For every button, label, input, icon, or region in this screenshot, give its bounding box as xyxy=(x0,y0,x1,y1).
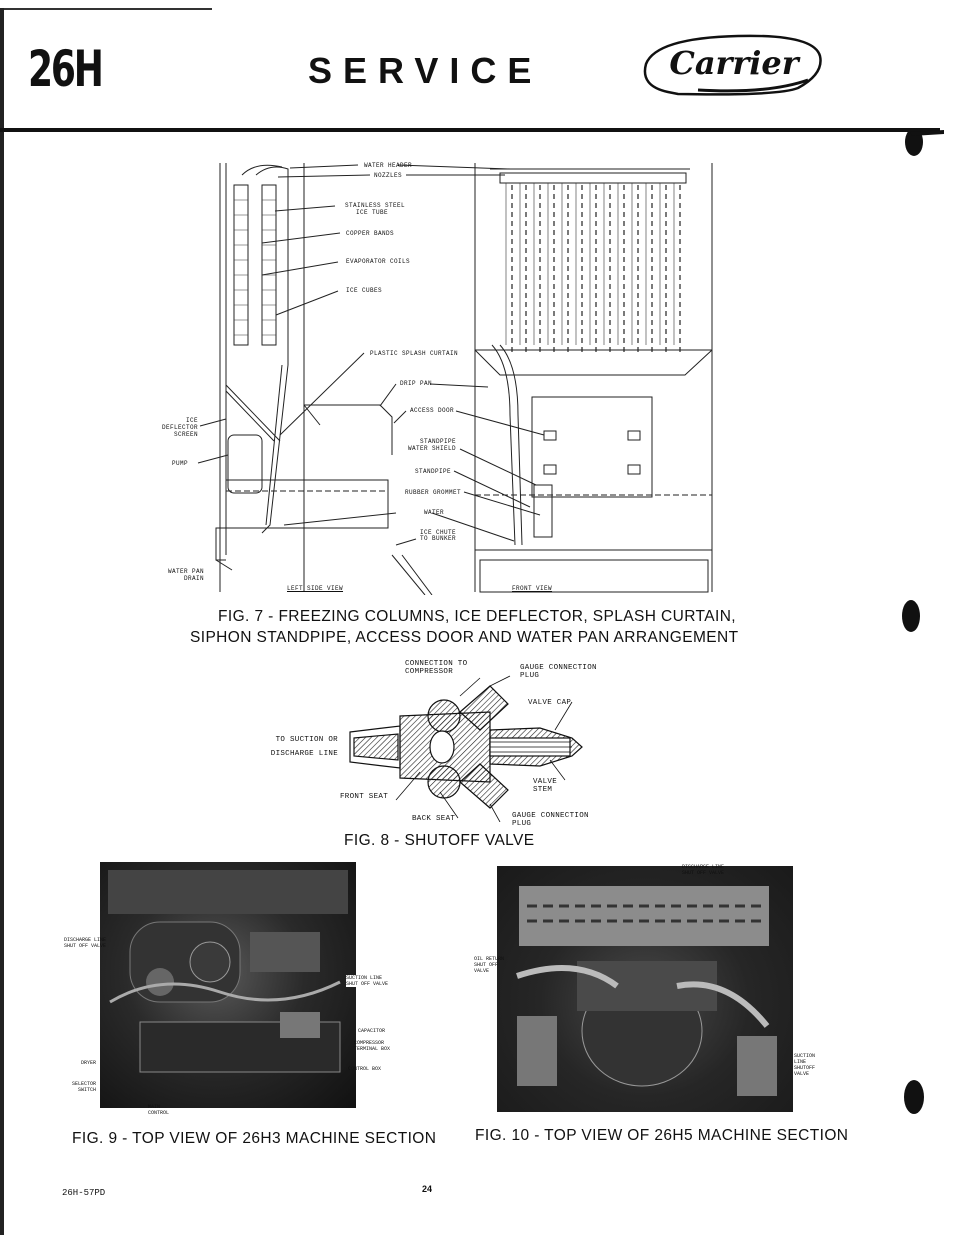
fig8-label-valve-stem-2: STEM xyxy=(533,786,553,794)
fig7-label-access-door: ACCESS DOOR xyxy=(410,407,455,414)
corner-rule xyxy=(0,8,212,10)
fig7-label-nozzles: NOZZLES xyxy=(374,172,403,179)
fig9-label-suction-2: SHUT OFF VALVE xyxy=(346,981,389,987)
fig7-label-ice-deflector-1: ICE xyxy=(185,417,198,424)
fig8-label-valve-stem-1: VALVE xyxy=(533,778,558,786)
fig9-label-selector-2: SWITCH xyxy=(77,1087,96,1093)
fig10-label-suction-3: SHUTOFF xyxy=(794,1065,816,1071)
fig8-label-gauge-bottom-2: PLUG xyxy=(512,820,532,828)
fig8-label-gauge-top-2: PLUG xyxy=(520,672,540,680)
fig10-label-suction-4: VALVE xyxy=(794,1071,810,1077)
fig9-label-selector-1: SELECTOR xyxy=(71,1081,96,1087)
fig9-label-terminal-1: COMPRESSOR xyxy=(354,1040,385,1046)
fig8-label-back-seat: BACK SEAT xyxy=(412,815,456,823)
fig9-label-main-2: CONTROL xyxy=(148,1110,170,1116)
punch-hole-mark xyxy=(902,600,920,632)
fig7-label-standpipe-shield-1: STANDPIPE xyxy=(419,438,456,445)
fig10-caption: FIG. 10 - TOP VIEW OF 26H5 MACHINE SECTION xyxy=(475,1127,849,1144)
fig7-label-copper-bands: COPPER BANDS xyxy=(346,230,395,237)
fig7-label-ice-chute-1: ICE CHUTE xyxy=(420,529,457,536)
fig10-label-discharge-2: SHUT OFF VALVE xyxy=(682,870,725,876)
fig7-caption-line2: SIPHON STANDPIPE, ACCESS DOOR AND WATER PAN ARRANGEMENT xyxy=(190,629,739,646)
punch-hole-mark xyxy=(900,128,948,160)
fig7-label-ice-chute-2: TO BUNKER xyxy=(420,535,457,542)
fig7-label-ice-deflector-3: SCREEN xyxy=(173,431,198,438)
fig8-label-front-seat: FRONT SEAT xyxy=(340,793,389,801)
fig7-label-drip-pan: DRIP PAN xyxy=(400,380,433,387)
fig7-label-water-header: WATER HEADER xyxy=(364,162,413,169)
document-number: 26H-57PD xyxy=(62,1188,106,1198)
fig7-label-standpipe-shield-2: WATER SHIELD xyxy=(407,445,456,452)
fig7-label-water-pan-drain-2: DRAIN xyxy=(183,575,204,582)
fig9-photo xyxy=(100,862,356,1108)
fig8-label-gauge-bottom-1: GAUGE CONNECTION xyxy=(512,812,589,820)
fig7-label-ice-cubes: ICE CUBES xyxy=(346,287,383,294)
fig10-label-suction-1: SUCTION xyxy=(794,1053,816,1059)
fig8-caption: FIG. 8 - SHUTOFF VALVE xyxy=(344,832,535,849)
fig9-caption: FIG. 9 - TOP VIEW OF 26H3 MACHINE SECTION xyxy=(72,1130,437,1147)
header-rule xyxy=(0,128,940,132)
fig9-label-dryer: DRYER xyxy=(80,1060,96,1066)
fig7-label-rubber-grommet: RUBBER GROMMET xyxy=(405,489,462,496)
fig7-label-evaporator-coils: EVAPORATOR COILS xyxy=(346,258,411,265)
fig10-label-oil-3: VALVE xyxy=(474,968,490,974)
fig8-label-gauge-top-1: GAUGE CONNECTION xyxy=(520,664,597,672)
fig8-label-connection-1: CONNECTION TO xyxy=(405,660,468,668)
fig7-caption-line1: FIG. 7 - FREEZING COLUMNS, ICE DEFLECTOR, SPLASH CURTAIN, xyxy=(218,608,737,625)
fig7-label-water-pan-drain-1: WATER PAN xyxy=(167,568,204,575)
fig9-label-terminal-2: TERMINAL BOX xyxy=(354,1046,391,1052)
fig10-photo xyxy=(497,866,793,1112)
fig10-label-oil-2: SHUT OFF xyxy=(474,962,499,968)
fig8-label-valve-cap: VALVE CAP xyxy=(528,699,572,707)
fig9-label-discharge-2: SHUT OFF VALVE xyxy=(63,943,106,949)
punch-hole-mark xyxy=(904,1080,924,1114)
fig8-label-connection-2: COMPRESSOR xyxy=(405,668,454,676)
fig9-label-suction-1: SUCTION LINE xyxy=(346,975,383,981)
carrier-logo-text: Carrier xyxy=(669,44,799,82)
fig10-label-oil-1: OIL RETURN xyxy=(474,956,505,962)
fig7-label-stainless-1: STAINLESS STEEL xyxy=(345,202,406,209)
binding-edge xyxy=(0,8,4,1235)
fig7-label-ice-deflector-2: DEFLECTOR xyxy=(161,424,198,431)
fig9-label-main-1: MAIN xyxy=(148,1104,161,1110)
fig9-label-capacitor: CAPACITOR xyxy=(358,1028,386,1034)
page-title: SERVICE xyxy=(308,50,543,91)
fig10-label-discharge-1: DISCHARGE LINE xyxy=(682,864,725,870)
carrier-logo xyxy=(638,30,824,100)
fig7-label-left-side-view: LEFT SIDE VIEW xyxy=(287,585,344,592)
fig7-label-pump: PUMP xyxy=(172,460,189,467)
fig7-label-front-view: FRONT VIEW xyxy=(512,585,553,592)
model-number: 26H xyxy=(28,40,102,98)
fig7-label-stainless-2: ICE TUBE xyxy=(356,209,389,216)
fig10-label-suction-2: LINE xyxy=(794,1059,807,1065)
fig8-label-suction-2: DISCHARGE LINE xyxy=(270,750,338,758)
fig9-label-discharge-1: DISCHARGE LINE xyxy=(63,937,106,943)
fig7-label-water: WATER xyxy=(424,509,445,516)
fig8-label-suction-1: TO SUCTION OR xyxy=(275,736,338,744)
fig7-label-standpipe: STANDPIPE xyxy=(415,468,452,475)
fig7-label-splash-curtain: PLASTIC SPLASH CURTAIN xyxy=(370,350,459,357)
page-number: 24 xyxy=(422,1184,433,1194)
fig9-label-control-box: CONTROL BOX xyxy=(348,1066,382,1072)
